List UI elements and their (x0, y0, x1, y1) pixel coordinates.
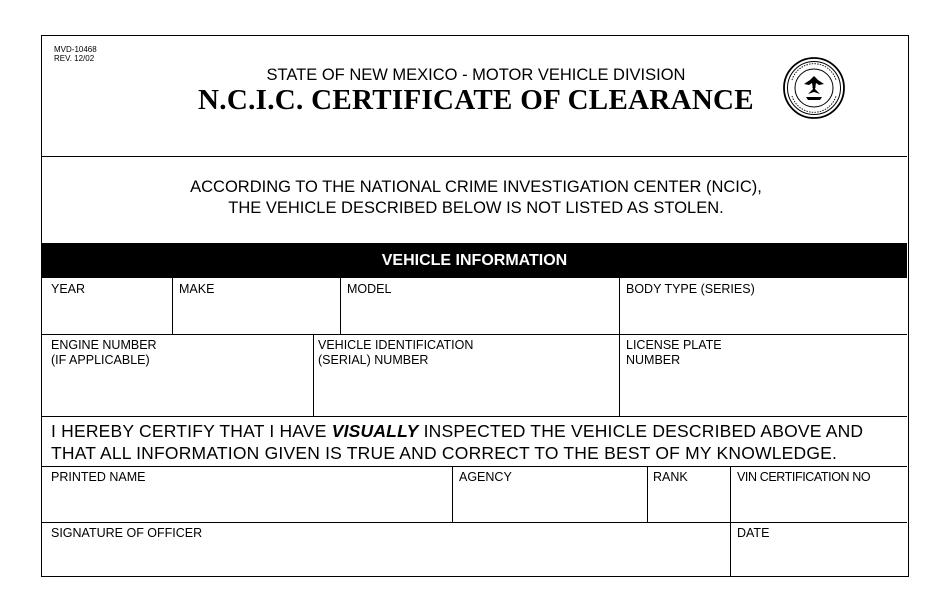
model-field[interactable]: MODEL (347, 282, 392, 296)
form-number-block (54, 45, 97, 63)
issuing-agency: STATE OF NEW MEXICO - MOTOR VEHICLE DIVISION (266, 66, 686, 84)
ncic-statement-line-2: THE VEHICLE DESCRIBED BELOW IS NOT LISTED AS STOLEN. (228, 199, 724, 217)
divider (647, 466, 648, 522)
vin-field[interactable] (318, 338, 473, 368)
divider (619, 278, 620, 416)
form-revision: REV. 12/02 (54, 54, 95, 63)
divider (42, 466, 907, 467)
divider (172, 278, 173, 334)
officer-signature-field[interactable]: SIGNATURE OF OFFICER (51, 526, 203, 540)
divider (452, 466, 453, 522)
divider (313, 334, 314, 416)
engine-number-note: (IF APPLICABLE) (51, 353, 150, 367)
clearance-certificate-form (41, 35, 909, 577)
ncic-statement-line-1: ACCORDING TO THE NATIONAL CRIME INVESTIGATION CENTER (NCIC), (190, 178, 762, 196)
divider (42, 522, 907, 523)
divider (42, 334, 907, 335)
license-plate-label: LICENSE PLATE (626, 338, 722, 352)
year-field[interactable]: YEAR (51, 282, 86, 296)
form-number: MVD-10468 (54, 45, 97, 54)
divider (42, 416, 907, 417)
vehicle-information-header: VEHICLE INFORMATION (42, 243, 907, 278)
license-plate-field[interactable] (626, 338, 722, 368)
rank-field[interactable]: RANK (653, 470, 688, 484)
agency-field[interactable]: AGENCY (459, 470, 512, 484)
divider (340, 278, 341, 334)
ncic-statement (42, 177, 910, 219)
header-divider (42, 156, 907, 157)
printed-name-field[interactable]: PRINTED NAME (51, 470, 146, 484)
state-seal-icon (782, 56, 846, 120)
vin-label: VEHICLE IDENTIFICATION (318, 338, 474, 352)
certification-line-1: I HEREBY CERTIFY THAT I HAVE VISUALLY INSPECTED THE VEHICLE DESCRIBED ABOVE AND (51, 421, 864, 441)
license-plate-label-2: NUMBER (626, 353, 681, 367)
vin-label-2: (SERIAL) NUMBER (318, 353, 429, 367)
form-title: N.C.I.C. CERTIFICATE OF CLEARANCE (198, 84, 754, 116)
make-field[interactable]: MAKE (179, 282, 215, 296)
engine-number-field[interactable] (51, 338, 157, 368)
engine-number-label: ENGINE NUMBER (51, 338, 157, 352)
officer-certification (51, 420, 863, 464)
date-field[interactable]: DATE (737, 526, 770, 540)
certification-line-2: THAT ALL INFORMATION GIVEN IS TRUE AND CORRECT TO THE BEST OF MY KNOWLEDGE. (51, 443, 838, 463)
vin-certification-number-field[interactable]: VIN CERTIFICATION NO (737, 470, 871, 484)
visually-emphasis: VISUALLY (331, 421, 419, 441)
body-type-field[interactable]: BODY TYPE (SERIES) (626, 282, 755, 296)
